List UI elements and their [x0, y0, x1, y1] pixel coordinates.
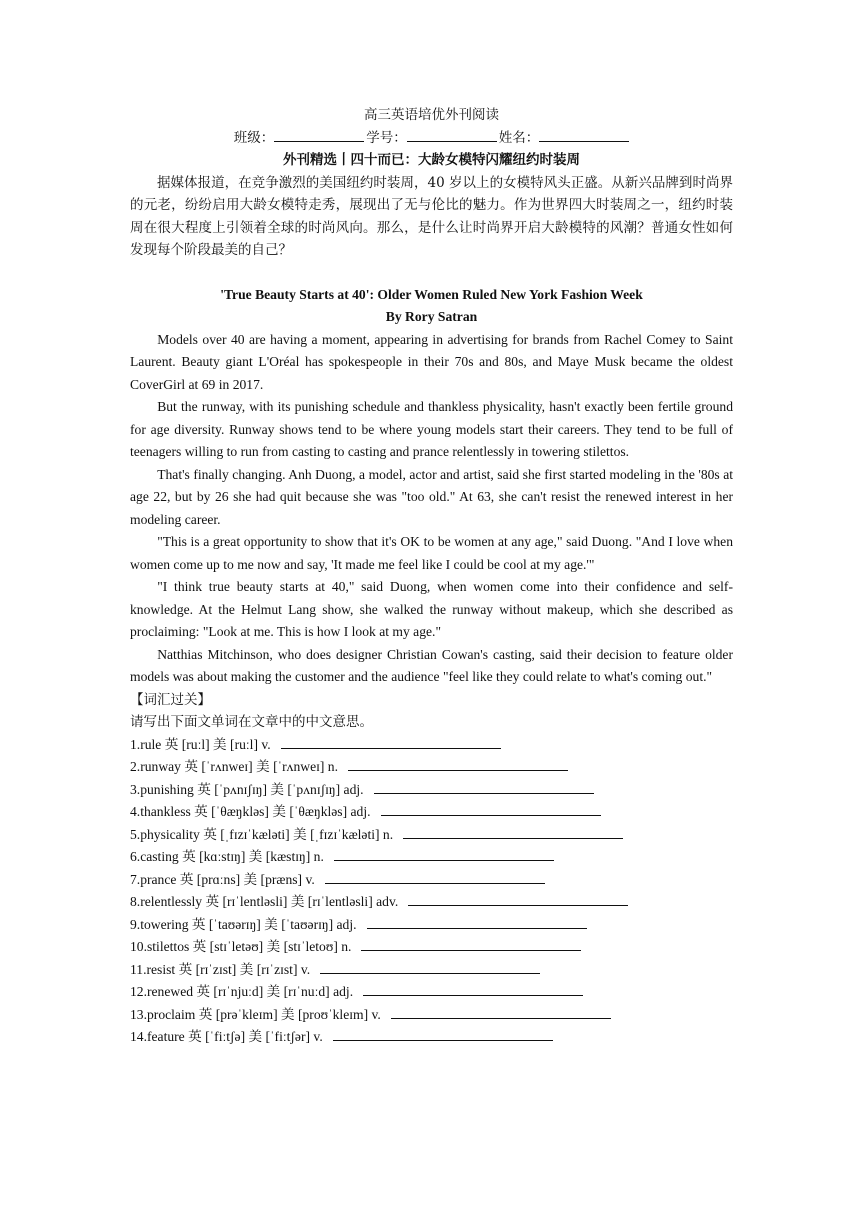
answer-blank[interactable]: [325, 870, 545, 884]
class-blank: [274, 128, 364, 142]
vocab-term: 10.stilettos 英 [stɪˈletəʊ] 美 [stɪˈletoʊ] n.: [130, 939, 352, 954]
answer-blank[interactable]: [334, 847, 554, 861]
article-title: 'True Beauty Starts at 40': Older Women Ruled New York Fashion Week: [220, 286, 643, 302]
vocab-term: 8.relentlessly 英 [rɪˈlentləsli] 美 [rɪˈlentləsli] adv.: [130, 894, 399, 909]
worksheet-page: [130, 104, 733, 1049]
article-byline: By Rory Satran: [385, 309, 478, 324]
vocab-term: 14.feature 英 [ˈfiːtʃə] 美 [ˈfiːtʃər] v.: [130, 1029, 323, 1044]
id-blank: [407, 128, 497, 142]
vocab-item: [130, 891, 733, 914]
id-label: 学号：: [366, 129, 407, 146]
section-title: 外刊精选丨四十而已：大龄女模特闪耀纽约时装周: [283, 152, 580, 168]
vocab-item: [130, 936, 733, 959]
answer-blank[interactable]: [348, 757, 568, 771]
answer-blank[interactable]: [333, 1027, 553, 1041]
class-label: 班级：: [233, 129, 275, 146]
vocab-term: 2.runway 英 [ˈrʌnweɪ] 美 [ˈrʌnweɪ] n.: [130, 759, 338, 774]
vocab-term: 12.renewed 英 [rɪˈnjuːd] 美 [rɪˈnuːd] adj.: [130, 984, 354, 999]
vocab-item: [130, 981, 733, 1004]
vocab-term: 5.physicality 英 [ˌfɪzɪˈkæləti] 美 [ˌfɪzɪˈkæləti] n.: [130, 826, 394, 842]
article-paragraph: "This is a great opportunity to show that it's OK to be women at any age," said Duong. "And I love when women come up to me now and say, 'It made me feel like I could be cool at my age.'": [130, 534, 733, 572]
vocab-item: [130, 801, 733, 824]
vocab-heading: 【词汇过关】: [130, 691, 211, 708]
answer-blank[interactable]: [281, 735, 501, 749]
answer-blank[interactable]: [374, 780, 594, 794]
answer-blank[interactable]: [381, 802, 601, 816]
answer-blank[interactable]: [403, 825, 623, 839]
page-heading: 高三英语培优外刊阅读: [364, 107, 499, 123]
vocab-item: [130, 779, 733, 802]
vocab-term: 6.casting 英 [kɑːstɪŋ] 美 [kæstɪŋ] n.: [130, 849, 324, 864]
vocab-item: [130, 1026, 733, 1049]
vocab-item: [130, 869, 733, 892]
vocab-term: 4.thankless 英 [ˈθæŋkləs] 美 [ˈθæŋkləs] adj.: [130, 804, 371, 819]
answer-blank[interactable]: [408, 892, 628, 906]
vocab-item: [130, 756, 733, 779]
vocab-item: [130, 734, 733, 757]
vocab-item: [130, 959, 733, 982]
article-paragraph: "I think true beauty starts at 40," said Duong, when women come into their confidence and self-knowledge. At the Helmut Lang show, she walked the runway without makeup, which she described as proclaiming: "Look at me. This is how I look at my age.": [130, 579, 733, 639]
chinese-intro: 据媒体报道，在竞争激烈的美国纽约时装周，40 岁以上的女模特风头正盛。从新兴品牌到时尚界的元老，纷纷启用大龄女模特走秀，展现出了无与伦比的魅力。作为世界四大时装周之一，纽约时装周在很大程度上引领着全球的时尚风向。那么，是什么让时尚界开启大龄模特的风潮？普通女性如何发现每个阶段最美的自己？: [130, 174, 733, 258]
spacer: [130, 262, 733, 284]
vocab-term: 7.prance 英 [prɑːns] 美 [præns] v.: [130, 871, 315, 887]
student-info-row: [130, 127, 733, 150]
vocab-term: 3.punishing 英 [ˈpʌnɪʃɪŋ] 美 [ˈpʌnɪʃɪŋ] adj.: [130, 781, 364, 797]
name-blank: [539, 128, 629, 142]
article-paragraph: That's finally changing. Anh Duong, a model, actor and artist, said she first started modeling in the '80s at age 22, but by 26 she had quit because she was "too old." At 63, she can't resist the renewed interest in her modeling career.: [130, 466, 733, 527]
vocab-term: 9.towering 英 [ˈtaʊərɪŋ] 美 [ˈtaʊərɪŋ] adj.: [130, 916, 357, 932]
answer-blank[interactable]: [391, 1005, 611, 1019]
vocab-item: [130, 824, 733, 847]
answer-blank[interactable]: [367, 915, 587, 929]
answer-blank[interactable]: [363, 982, 583, 996]
vocab-term: 13.proclaim 英 [prəˈkleɪm] 美 [proʊˈkleɪm] v.: [130, 1006, 381, 1022]
article-paragraph: Natthias Mitchinson, who does designer Christian Cowan's casting, said their decision to feature older models was about making the customer and the audience "feel like they could relate to what's coming out.": [130, 646, 733, 684]
answer-blank[interactable]: [320, 960, 540, 974]
vocab-term: 1.rule 英 [ruːl] 美 [ruːl] v.: [130, 736, 271, 752]
vocab-instruction: 请写出下面文单词在文章中的中文意思。: [130, 714, 373, 730]
vocab-item: [130, 914, 733, 937]
vocab-term: 11.resist 英 [rɪˈzɪst] 美 [rɪˈzɪst] v.: [130, 961, 311, 977]
article-paragraph: Models over 40 are having a moment, appearing in advertising for brands from Rachel Comey to Saint Laurent. Beauty giant L'Oréal has spokespeople in their 70s and 80s, and Maye Musk became the oldest CoverGirl at 69 in 2017.: [130, 331, 733, 392]
vocab-item: [130, 1004, 733, 1027]
article-paragraph: But the runway, with its punishing schedule and thankless physicality, hasn't exactly been fertile ground for age diversity. Runway shows tend to be where young models start their careers. They tend to be full of teenagers willing to run from casting to casting and prance relentlessly in towering stilettos.: [130, 399, 733, 459]
answer-blank[interactable]: [361, 937, 581, 951]
name-label: 姓名：: [498, 129, 540, 146]
vocab-item: [130, 846, 733, 869]
